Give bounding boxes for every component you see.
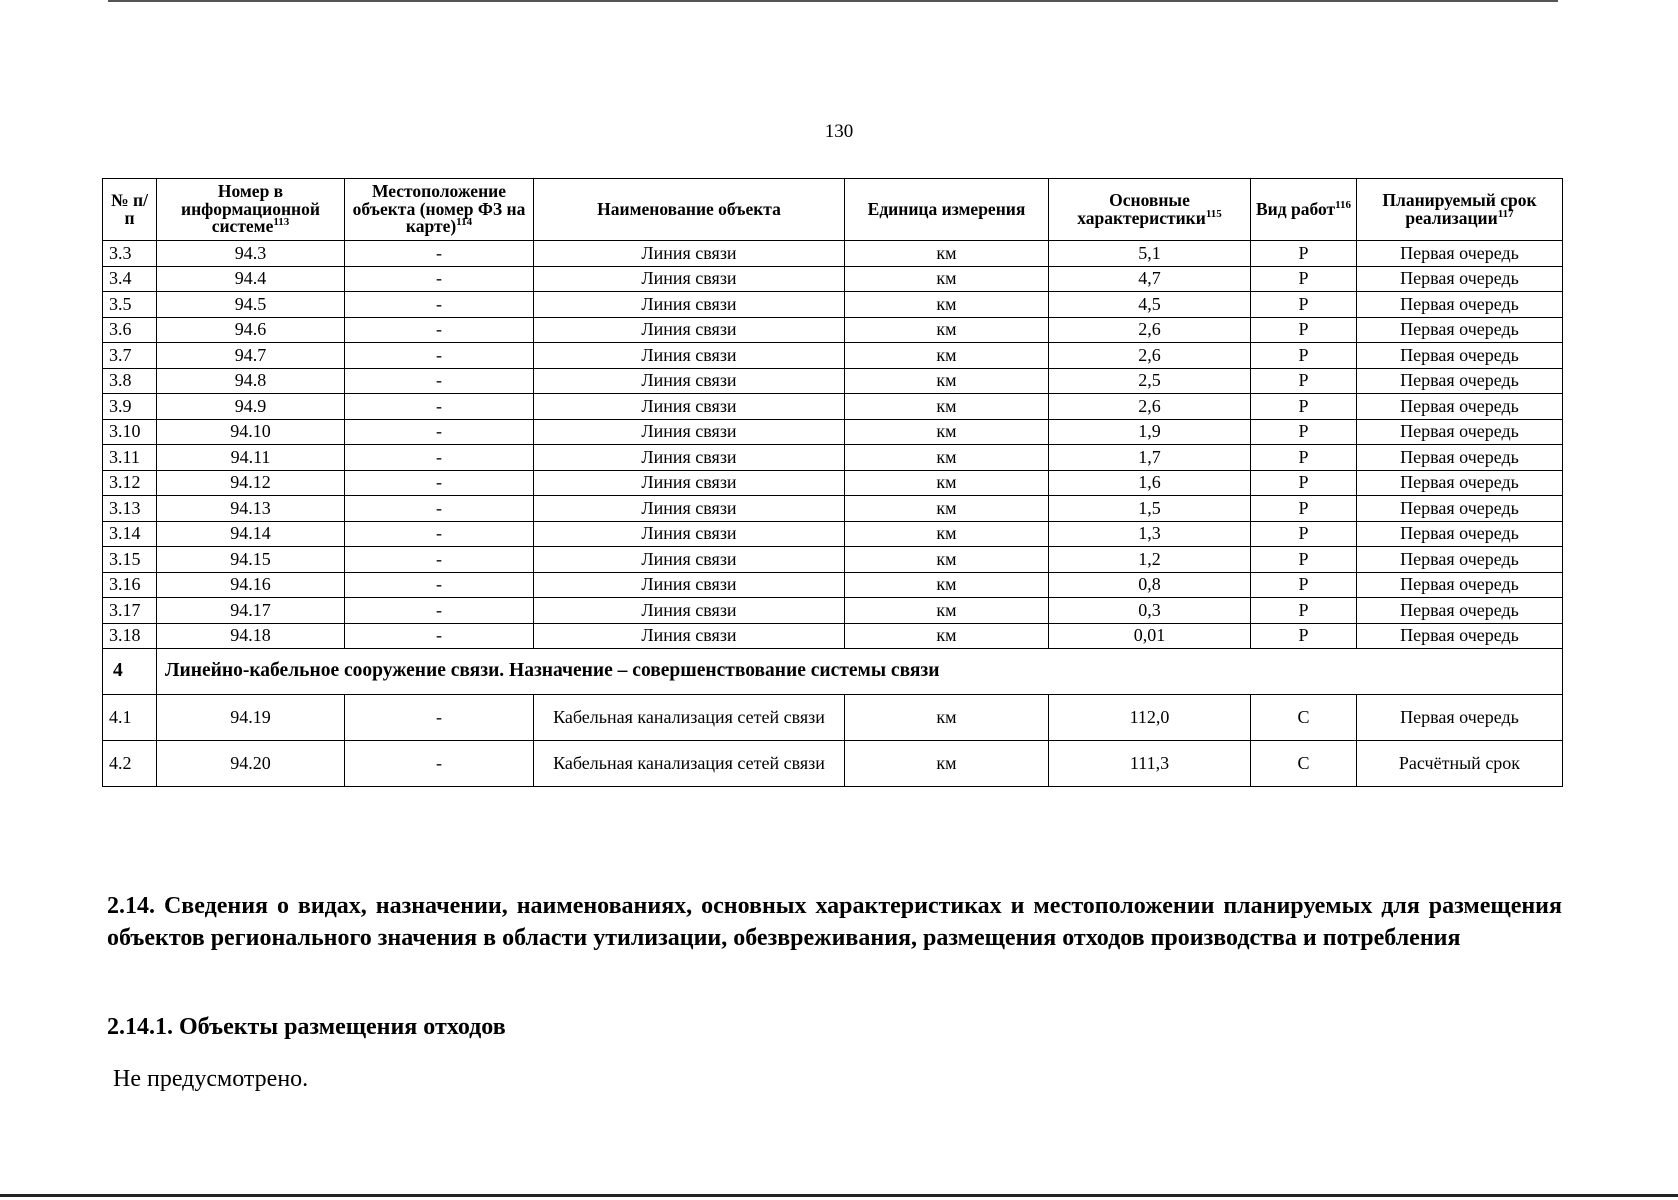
cell-work-type: Р [1251,572,1357,598]
cell-info-number: 94.6 [157,317,345,343]
cell-location: - [345,292,534,318]
cell-work-type: Р [1251,317,1357,343]
table-row [103,241,1563,267]
cell-name: Линия связи [534,394,845,420]
cell-term: Первая очередь [1357,317,1563,343]
cell-num: 3.17 [103,598,157,624]
cell-name: Линия связи [534,241,845,267]
table-row [103,266,1563,292]
cell-unit: км [845,317,1049,343]
cell-value: 0,01 [1049,623,1251,649]
cell-work-type: Р [1251,266,1357,292]
cell-value: 5,1 [1049,241,1251,267]
note-text: Не предусмотрено. [113,1066,309,1092]
cell-num: 3.13 [103,496,157,522]
cell-term: Первая очередь [1357,343,1563,369]
cell-location: - [345,368,534,394]
cell-work-type: Р [1251,343,1357,369]
objects-table [102,178,1563,787]
cell-name: Линия связи [534,547,845,573]
cell-num: 3.5 [103,292,157,318]
table-header-row [103,179,1563,241]
table-row [103,598,1563,624]
cell-location: - [345,394,534,420]
cell-work-type: Р [1251,394,1357,420]
table-row [103,317,1563,343]
cell-name: Линия связи [534,598,845,624]
section-number: 4 [103,649,157,695]
cell-location: - [345,445,534,471]
cell-name: Линия связи [534,419,845,445]
cell-unit: км [845,695,1049,741]
cell-info-number: 94.14 [157,521,345,547]
cell-term: Первая очередь [1357,266,1563,292]
cell-name: Линия связи [534,572,845,598]
cell-num: 3.14 [103,521,157,547]
cell-work-type: Р [1251,547,1357,573]
cell-value: 1,7 [1049,445,1251,471]
cell-work-type: Р [1251,496,1357,522]
cell-location: - [345,547,534,573]
table-row [103,470,1563,496]
cell-info-number: 94.12 [157,470,345,496]
cell-info-number: 94.19 [157,695,345,741]
cell-unit: км [845,266,1049,292]
header-work-type: Вид работ$^{116}$ [1251,179,1357,241]
cell-term: Первая очередь [1357,496,1563,522]
table-row [103,496,1563,522]
header-num: № п/п [103,179,157,241]
cell-term: Расчётный срок [1357,741,1563,787]
cell-name: Линия связи [534,521,845,547]
cell-location: - [345,470,534,496]
table-row [103,741,1563,787]
cell-location: - [345,343,534,369]
cell-location: - [345,317,534,343]
table-row [103,394,1563,420]
cell-work-type: Р [1251,368,1357,394]
cell-name: Линия связи [534,496,845,522]
cell-work-type: Р [1251,445,1357,471]
cell-name: Кабельная канализация сетей связи [534,695,845,741]
cell-location: - [345,623,534,649]
cell-term: Первая очередь [1357,292,1563,318]
cell-work-type: С [1251,695,1357,741]
cell-work-type: Р [1251,598,1357,624]
cell-num: 3.4 [103,266,157,292]
cell-num: 3.6 [103,317,157,343]
cell-term: Первая очередь [1357,394,1563,420]
cell-info-number: 94.8 [157,368,345,394]
cell-value: 2,6 [1049,394,1251,420]
cell-num: 4.1 [103,695,157,741]
cell-info-number: 94.13 [157,496,345,522]
cell-info-number: 94.10 [157,419,345,445]
table-row [103,368,1563,394]
cell-term: Первая очередь [1357,470,1563,496]
cell-num: 3.10 [103,419,157,445]
cell-work-type: С [1251,741,1357,787]
cell-unit: км [845,741,1049,787]
cell-info-number: 94.15 [157,547,345,573]
scan-bottom-edge [0,1194,1678,1197]
cell-location: - [345,695,534,741]
cell-num: 3.12 [103,470,157,496]
cell-unit: км [845,292,1049,318]
section-title: Линейно-кабельное сооружение связи. Назначение – совершенствование системы связи [157,649,1563,695]
cell-name: Линия связи [534,445,845,471]
section-heading-2-14: 2.14. Сведения о видах, назначении, наименованиях, основных характеристиках и местоположении планируемых для размещения объектов регионального значения в области утилизации, обезвреживания, размещения отходов производства и потребления [107,893,1562,951]
cell-term: Первая очередь [1357,695,1563,741]
cell-name: Линия связи [534,368,845,394]
cell-location: - [345,419,534,445]
table-row [103,419,1563,445]
cell-num: 4.2 [103,741,157,787]
cell-info-number: 94.11 [157,445,345,471]
page-number: 130 [824,121,854,142]
cell-value: 2,5 [1049,368,1251,394]
cell-info-number: 94.5 [157,292,345,318]
cell-location: - [345,241,534,267]
cell-term: Первая очередь [1357,368,1563,394]
cell-info-number: 94.9 [157,394,345,420]
cell-num: 3.9 [103,394,157,420]
cell-name: Линия связи [534,317,845,343]
cell-info-number: 94.3 [157,241,345,267]
cell-unit: км [845,623,1049,649]
header-characteristics: Основные характеристики$^{115}$ [1049,179,1251,241]
table-row [103,292,1563,318]
cell-term: Первая очередь [1357,572,1563,598]
cell-info-number: 94.4 [157,266,345,292]
cell-location: - [345,496,534,522]
header-location: Местоположение объекта (номер ФЗ на карте)$^{114}$ [345,179,534,241]
cell-value: 0,8 [1049,572,1251,598]
cell-location: - [345,598,534,624]
cell-location: - [345,741,534,787]
cell-value: 1,9 [1049,419,1251,445]
table-row [103,623,1563,649]
cell-num: 3.15 [103,547,157,573]
cell-work-type: Р [1251,623,1357,649]
table-body [103,241,1563,787]
cell-unit: км [845,394,1049,420]
table-row [103,521,1563,547]
cell-location: - [345,521,534,547]
cell-term: Первая очередь [1357,547,1563,573]
cell-term: Первая очередь [1357,598,1563,624]
section-row [103,649,1563,695]
table-row [103,695,1563,741]
cell-unit: км [845,521,1049,547]
cell-value: 1,3 [1049,521,1251,547]
cell-term: Первая очередь [1357,445,1563,471]
cell-work-type: Р [1251,521,1357,547]
table-row [103,547,1563,573]
header-name: Наименование объекта [534,179,845,241]
cell-info-number: 94.20 [157,741,345,787]
cell-num: 3.7 [103,343,157,369]
cell-value: 2,6 [1049,317,1251,343]
cell-work-type: Р [1251,292,1357,318]
header-term: Планируемый срок реализации$^{117}$ [1357,179,1563,241]
cell-unit: км [845,445,1049,471]
table-row [103,445,1563,471]
cell-term: Первая очередь [1357,623,1563,649]
cell-name: Линия связи [534,623,845,649]
cell-unit: км [845,572,1049,598]
cell-value: 2,6 [1049,343,1251,369]
cell-name: Кабельная канализация сетей связи [534,741,845,787]
cell-info-number: 94.16 [157,572,345,598]
cell-work-type: Р [1251,419,1357,445]
header-info-number: Номер в информационной системе$^{113}$ [157,179,345,241]
cell-value: 1,6 [1049,470,1251,496]
cell-location: - [345,572,534,598]
cell-value: 1,5 [1049,496,1251,522]
cell-name: Линия связи [534,266,845,292]
cell-info-number: 94.17 [157,598,345,624]
cell-info-number: 94.7 [157,343,345,369]
cell-value: 112,0 [1049,695,1251,741]
cell-value: 111,3 [1049,741,1251,787]
cell-unit: км [845,598,1049,624]
cell-value: 0,3 [1049,598,1251,624]
cell-value: 4,5 [1049,292,1251,318]
header-unit: Единица измерения [845,179,1049,241]
cell-unit: км [845,547,1049,573]
cell-term: Первая очередь [1357,241,1563,267]
cell-term: Первая очередь [1357,521,1563,547]
cell-unit: км [845,241,1049,267]
cell-num: 3.18 [103,623,157,649]
cell-unit: км [845,470,1049,496]
cell-num: 3.3 [103,241,157,267]
cell-name: Линия связи [534,470,845,496]
cell-value: 4,7 [1049,266,1251,292]
scan-top-edge [108,0,1558,2]
table-row [103,572,1563,598]
cell-value: 1,2 [1049,547,1251,573]
cell-num: 3.11 [103,445,157,471]
cell-unit: км [845,496,1049,522]
cell-num: 3.16 [103,572,157,598]
cell-unit: км [845,419,1049,445]
cell-term: Первая очередь [1357,419,1563,445]
cell-name: Линия связи [534,292,845,318]
cell-work-type: Р [1251,241,1357,267]
cell-info-number: 94.18 [157,623,345,649]
cell-name: Линия связи [534,343,845,369]
table-row [103,343,1563,369]
cell-unit: км [845,368,1049,394]
cell-location: - [345,266,534,292]
section-heading-2-14-1: 2.14.1. Объекты размещения отходов [107,1014,506,1040]
cell-unit: км [845,343,1049,369]
cell-work-type: Р [1251,470,1357,496]
cell-num: 3.8 [103,368,157,394]
